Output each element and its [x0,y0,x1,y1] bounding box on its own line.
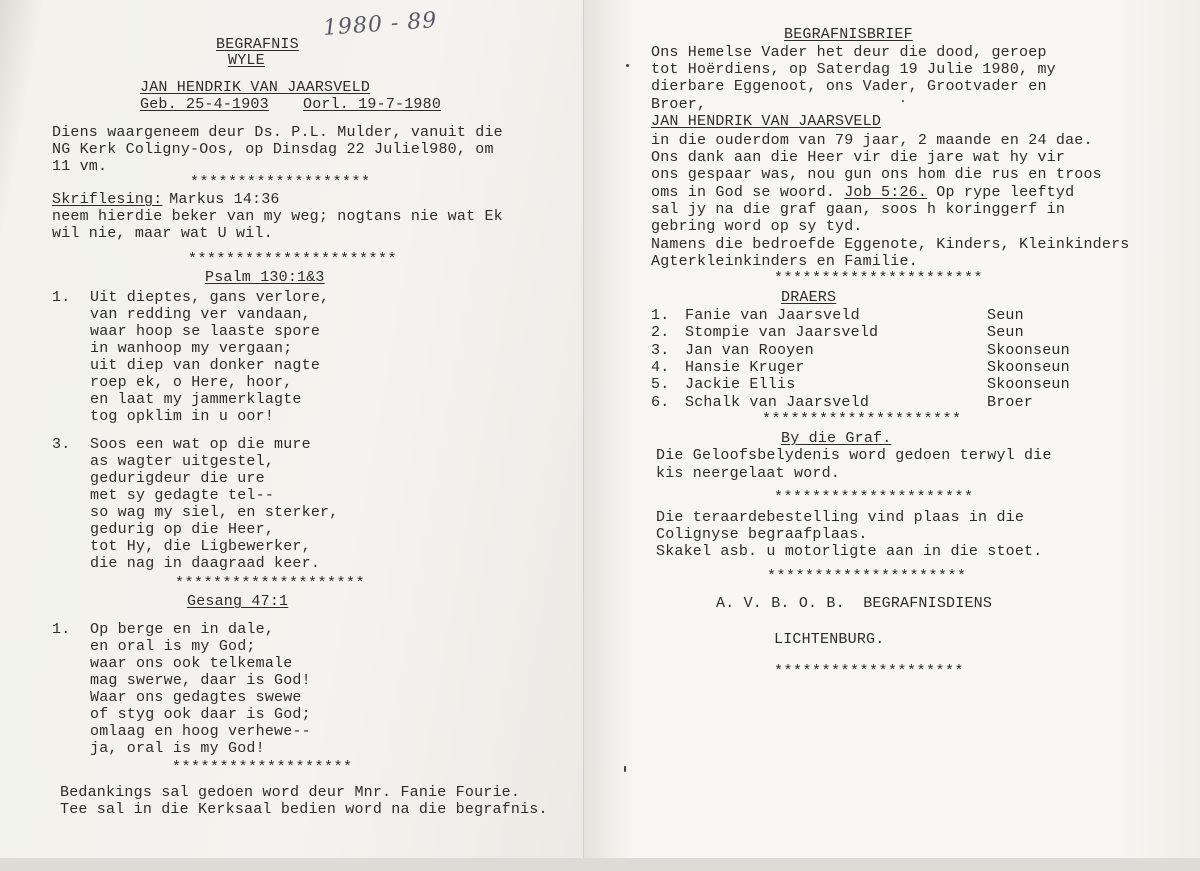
psalm-line: tog opklim in u oor! [90,408,275,425]
bearer-relation: Seun [987,324,1024,341]
burial-line: Skakel asb. u motorligte aan in die stoet. [656,543,1043,560]
grave-line: Die Geloofsbelydenis word gedoen terwyl die [656,447,1052,464]
psalm-line: Soos een wat op die mure [90,436,311,453]
gesang-line: waar ons ook telkemale [90,655,293,672]
body-line-text: oms in God se woord. [651,184,845,201]
burial-line: Die teraardebestelling vind plaas in die [656,509,1025,526]
star-divider: ********************** [188,251,398,268]
service-line: 11 vm. [52,158,108,175]
body-line: sal jy na die graf gaan, soos h koringgerf in [651,201,1066,218]
letter-title: BEGRAFNISBRIEF [784,26,913,43]
bearer-number: 5. [651,376,670,393]
gesang-line: Waar ons gedagtes swewe [90,689,302,706]
bearer-relation: Skoonseun [987,359,1070,376]
bearers-title: DRAERS [781,289,837,306]
paper-speck [624,766,626,772]
closing-line: Tee sal in die Kerksaal bedien word na die begrafnis. [60,801,548,818]
gesang-line: Op berge en in dale, [90,621,275,638]
body-line-text: Op rype leeftyd [927,184,1075,201]
body-line: gebring word op sy tyd. [651,218,863,235]
psalm-line: waar hoop se laaste spore [90,323,321,340]
bearer-number: 4. [651,359,670,376]
bearer-relation: Seun [987,307,1024,324]
header-subtitle: WYLE [228,52,265,69]
gesang-title: Gesang 47:1 [187,593,289,610]
left-page [0,0,583,858]
star-divider: ********************* [762,411,962,428]
star-divider: ********************* [774,489,974,506]
closing-line: Bedankings sal gedoen word deur Mnr. Fanie Fourie. [60,784,521,801]
gesang-line: en oral is my God; [90,638,256,655]
body-line: Ons dank aan die Heer vir die jare wat hy vir [651,149,1066,166]
handwritten-date-note: 1980 - 89 [322,8,439,41]
psalm-line: en laat my jammerklagte [90,391,302,408]
bearer-number: 3. [651,342,670,359]
gesang-line: of styg ook daar is God; [90,706,311,723]
psalm-line: Uit dieptes, gans verlore, [90,289,330,306]
undertaker-name: A. V. B. O. B. BEGRAFNISDIENS [716,595,993,612]
bearer-name: Fanie van Jaarsveld [685,307,860,324]
header-title: BEGRAFNIS [216,36,299,53]
gesang-line: mag swerwe, daar is God! [90,672,311,689]
bearer-name: Stompie van Jaarsveld [685,324,879,341]
body-line: Namens die bedroefde Eggenote, Kinders, Kleinkinders [651,236,1130,253]
verse-number: 1. [52,621,71,638]
service-line: NG Kerk Coligny-Oos, op Dinsdag 22 Juliel980, om [52,141,494,158]
bearer-name: Schalk van Jaarsveld [685,394,870,411]
star-divider: ******************* [190,174,371,191]
bearer-relation: Skoonseun [987,376,1070,393]
reading-line: neem hierdie beker van my weg; nogtans nie wat Ek [52,208,503,225]
bearer-number: 2. [651,324,670,341]
star-divider: ******************** [774,663,965,680]
birth-date: Geb. 25-4-1903 [140,96,269,113]
bearer-name: Hansie Kruger [685,359,805,376]
intro-line: tot Hoërdiens, op Saterdag 19 Julie 1980, my [651,61,1056,78]
psalm-line: in wanhoop my vergaan; [90,340,293,357]
intro-line: Ons Hemelse Vader het deur die dood, geroep [651,44,1047,61]
right-page [583,0,1200,858]
psalm-line: as wagter uitgestel, [90,453,275,470]
star-divider: ********************** [774,270,984,287]
psalm-line: uit diep van donker nagte [90,357,321,374]
death-date: Oorl. 19-7-1980 [303,96,442,113]
gesang-line: omlaag en hoog verhewe-- [90,723,311,740]
paper-speck [626,64,629,67]
body-line: ons gespaar was, nou gun ons hom die rus en troos [651,166,1102,183]
star-divider: ******************** [175,575,366,592]
gesang-line: ja, oral is my God! [90,740,265,757]
verse-number: 3. [52,436,71,453]
psalm-line: gedurig op die Heer, [90,521,275,538]
intro-line: Broer, [651,96,707,113]
deceased-name: JAN HENDRIK VAN JAARSVELD [140,79,371,96]
star-divider: ******************* [172,759,353,776]
bearer-name: Jan van Rooyen [685,342,814,359]
bearer-relation: Broer [987,394,1034,411]
body-line [651,184,1074,201]
scan-background-strip [0,858,1200,871]
psalm-line: roep ek, o Here, hoor, [90,374,293,391]
psalm-line: van redding ver vandaan, [90,306,311,323]
psalm-line: met sy gedagte tel-- [90,487,275,504]
grave-line: kis neergelaat word. [656,465,841,482]
psalm-line: tot Hy, die Ligbewerker, [90,538,311,555]
deceased-name: JAN HENDRIK VAN JAARSVELD [651,113,882,130]
psalm-line: gedurigdeur die ure [90,470,265,487]
intro-line: dierbare Eggenoot, ons Vader, Grootvader en [651,78,1047,95]
reading-line: wil nie, maar wat U wil. [52,225,273,242]
service-line: Diens waargeneem deur Ds. P.L. Mulder, vanuit die [52,124,503,141]
verse-number: 1. [52,289,71,306]
bearer-name: Jackie Ellis [685,376,796,393]
bearer-number: 6. [651,394,670,411]
bearer-relation: Skoonseun [987,342,1070,359]
town-name: LICHTENBURG. [774,631,885,648]
grave-title: By die Graf. [781,430,892,447]
paper-speck [902,100,904,102]
burial-line: Colignyse begraafplaas. [656,526,868,543]
reading-reference: Markus 14:36 [160,191,280,208]
bearer-number: 1. [651,307,670,324]
reading-label: Skriflesing: [52,191,163,208]
body-line: in die ouderdom van 79 jaar, 2 maande en 24 dae. [651,132,1093,149]
psalm-line: die nag in daagraad keer. [90,555,321,572]
body-line: Agterkleinkinders en Familie. [651,253,918,270]
psalm-line: so wag my siel, en sterker, [90,504,339,521]
scripture-reference: Job 5:26. [844,184,928,201]
psalm-title: Psalm 130:1&3 [205,269,325,286]
star-divider: ********************* [767,568,967,585]
